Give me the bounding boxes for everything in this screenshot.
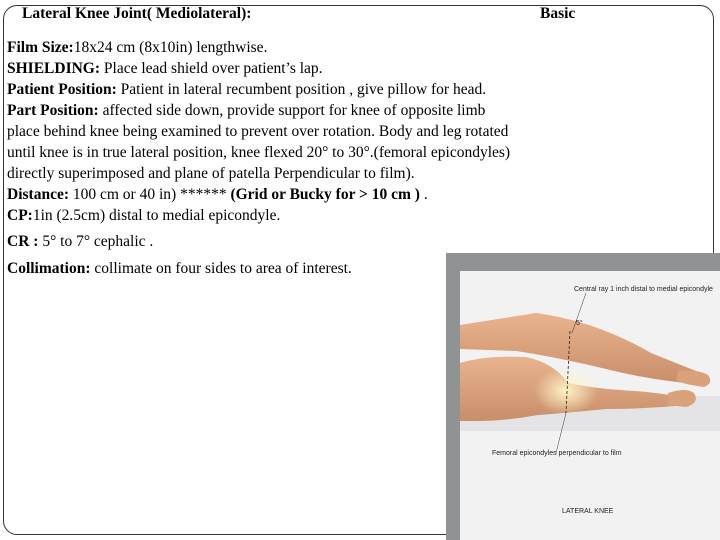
cr-value: 5° to 7° cephalic .: [38, 233, 154, 250]
caption-lateral-knee: LATERAL KNEE: [562, 508, 614, 515]
lower-foot: [668, 390, 696, 407]
caption-epicondyles: Femoral epicondyles perpendicular to film: [492, 450, 622, 457]
patient-position-value: Patient in lateral recumbent position , give pillow for head.: [116, 81, 487, 98]
cp-label: CP:: [7, 207, 33, 224]
cr-label: CR :: [7, 233, 39, 250]
distance-label: Distance:: [7, 186, 69, 203]
shielding-value: Place lead shield over patient’s lap.: [100, 60, 323, 77]
collimation-label: Collimation:: [7, 260, 91, 277]
cp-value: 1in (2.5cm) distal to medial epicondyle.: [32, 207, 281, 224]
film-size-line: [7, 37, 607, 58]
part-position-line: [7, 100, 607, 121]
level-badge: Basic: [540, 5, 576, 22]
collimation-value: collimate on four sides to area of interest.: [90, 260, 352, 277]
part-position-text-2: place behind knee being examined to prevent over rotation. Body and leg rotated: [7, 123, 509, 140]
cr-line: [7, 231, 607, 252]
patient-position-label: Patient Position:: [7, 81, 117, 98]
part-position-text-3: until knee is in true lateral position, knee flexed 20° to 30°.(femoral epicondyles): [7, 144, 511, 161]
angle-label: 5°: [576, 320, 583, 327]
part-position-text-4: directly superimposed and plane of patella Perpendicular to film).: [7, 165, 415, 182]
part-position-label: Part Position:: [7, 102, 99, 119]
positioning-photo: [446, 253, 720, 540]
instructions-body: [7, 37, 607, 279]
distance-value: 100 cm or 40 in) ******: [69, 186, 231, 203]
cp-line: [7, 205, 607, 226]
shielding-label: SHIELDING:: [7, 60, 101, 77]
positioning-photo-svg: [446, 253, 720, 540]
part-position-text-1: affected side down, provide support for knee of opposite limb: [98, 102, 486, 119]
page-title: Lateral Knee Joint( Mediolateral):: [22, 5, 252, 22]
distance-line: [7, 184, 607, 205]
grid-note: (Grid or Bucky for > 10 cm ): [230, 186, 420, 203]
distance-end: .: [419, 186, 428, 203]
film-size-label: Film Size:: [7, 39, 74, 56]
film-size-value: 18x24 cm (8x10in) lengthwise.: [73, 39, 268, 56]
patient-position-line: [7, 79, 607, 100]
caption-central-ray: Central ray 1 inch distal to medial epicondyle: [574, 286, 713, 293]
shielding-line: [7, 58, 607, 79]
